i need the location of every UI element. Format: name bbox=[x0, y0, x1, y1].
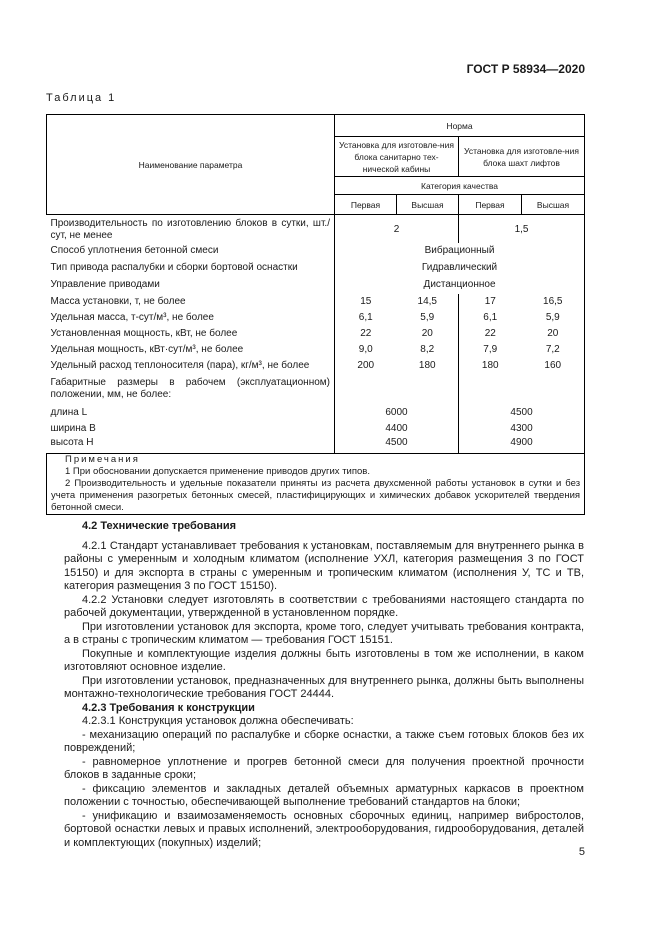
row-value: 22 bbox=[335, 326, 397, 342]
row-name: высота H bbox=[47, 437, 335, 454]
table-row bbox=[47, 260, 585, 277]
row-value: 15 bbox=[335, 294, 397, 310]
header-quality-first-2: Первая bbox=[459, 195, 522, 215]
table-row bbox=[47, 294, 585, 310]
header-norm: Норма bbox=[335, 115, 585, 137]
table-row bbox=[47, 405, 585, 421]
table-row bbox=[47, 437, 585, 454]
row-value: 16,5 bbox=[522, 294, 585, 310]
row-value: 5,9 bbox=[522, 310, 585, 326]
header-quality-highest-1: Высшая bbox=[397, 195, 459, 215]
row-value: 17 bbox=[459, 294, 522, 310]
row-value: Вибрационный bbox=[335, 243, 585, 260]
paragraph-4-2-2: 4.2.2 Установки следует изготовлять в соответствии с требованиями настоящего стандарта по рабочей документации, утвержденной в установленном порядке. bbox=[64, 593, 584, 619]
row-value: 8,2 bbox=[420, 343, 435, 355]
table-row bbox=[47, 326, 585, 342]
paragraph-domestic: При изготовлении установок, предназначенных для внутреннего рынка, должны быть выполнены монтажно-технологические требования ГОСТ 24444. bbox=[64, 674, 584, 700]
table-row bbox=[47, 342, 585, 358]
row-value: Гидравлический bbox=[335, 260, 585, 277]
paragraph-parts: Покупные и комплектующие изделия должны быть изготовлены в том же исполнении, в каком изготовляют основное изделие. bbox=[64, 647, 584, 673]
row-name: Масса установки, т, не более bbox=[50, 295, 186, 307]
table-row bbox=[47, 421, 585, 437]
row-name: Установленная мощность, кВт, не более bbox=[50, 327, 238, 339]
table-row bbox=[47, 243, 585, 260]
row-name: ширина B bbox=[50, 422, 96, 434]
row-value: 4300 bbox=[459, 421, 585, 437]
page-number: 5 bbox=[578, 846, 585, 858]
table-notes bbox=[47, 454, 585, 515]
table-row bbox=[47, 358, 585, 374]
row-value: 1,5 bbox=[459, 215, 585, 243]
row-value: 4500 bbox=[335, 437, 459, 454]
header-quality-first-1: Первая bbox=[335, 195, 397, 215]
row-value: 6,1 bbox=[459, 310, 522, 326]
row-value: 5,9 bbox=[420, 311, 435, 323]
bullet-3: - фиксацию элементов и закладных деталей объемных арматурных каркасов в проектном положении с точностью, обеспечивающей выполнение требований стандартов на блоки; bbox=[64, 782, 584, 808]
bullet-4: - унификацию и взаимозаменяемость основных сборочных единиц, например вибростолов, бортовой оснастки левых и правых исполнений, электрооборудования, гидрооборудования, деталей и комплектующих (покупных) изделий; bbox=[64, 809, 584, 849]
header-group-lift: Установка для изготовле-ния блока шахт лифтов bbox=[459, 137, 585, 177]
section-4-2 bbox=[64, 520, 584, 850]
row-name: длина L bbox=[50, 406, 88, 418]
row-value: 200 bbox=[335, 358, 397, 374]
row-value: 6,1 bbox=[335, 310, 397, 326]
row-value: 4500 bbox=[459, 405, 585, 421]
row-value: 20 bbox=[421, 327, 433, 339]
row-name: Тип привода распалубки и сборки бортовой оснастки bbox=[50, 262, 298, 273]
heading-4-2-3: 4.2.3 Требования к конструкции bbox=[82, 701, 255, 714]
header-quality-category: Категория качества bbox=[335, 177, 585, 195]
row-value: 180 bbox=[459, 358, 522, 374]
note-1: 1 При обосновании допускается применение приводов других типов. bbox=[65, 466, 370, 477]
header-quality-highest-2: Высшая bbox=[522, 195, 585, 215]
table-row bbox=[47, 277, 585, 294]
notes-title: Примечания bbox=[65, 454, 140, 465]
row-name: Способ уплотнения бетонной смеси bbox=[50, 245, 219, 256]
row-name: Удельная мощность, кВт·сут/м³, не более bbox=[50, 343, 244, 355]
row-value: 7,2 bbox=[522, 342, 585, 358]
paragraph-export: При изготовлении установок для экспорта, кроме того, следует учитывать требования контракта, а в страны с тропическим климатом — требования ГОСТ 15151. bbox=[64, 620, 584, 646]
header-parameter-name: Наименование параметра bbox=[47, 115, 335, 215]
row-value: 22 bbox=[459, 326, 522, 342]
table-row bbox=[47, 310, 585, 326]
row-value: 2 bbox=[335, 215, 459, 243]
row-value: 180 bbox=[418, 359, 436, 371]
paragraph-4-2-1: 4.2.1 Стандарт устанавливает требования к установкам, поставляемым для внутреннего рынка в районы с умеренным и холодным климатом (исполнение УХЛ, категория размещения 3 по ГОСТ 15150) и для экспорта в страны с умеренным и тропическим климатом (исполнения У, ТС и ТВ, категория размещения 3 по ГОСТ 15150). bbox=[64, 539, 584, 592]
table-row bbox=[47, 215, 585, 243]
paragraph-4-2-3-1: 4.2.3.1 Конструкция установок должна обеспечивать: bbox=[82, 715, 354, 727]
row-value: 7,9 bbox=[459, 342, 522, 358]
row-value: 14,5 bbox=[417, 295, 437, 307]
standard-number: ГОСТ Р 58934—2020 bbox=[466, 62, 585, 76]
row-value: 4400 bbox=[335, 421, 459, 437]
row-value: 9,0 bbox=[335, 342, 397, 358]
table-row bbox=[47, 374, 585, 405]
parameters-table bbox=[46, 114, 585, 515]
header-group-sanitary: Установка для изготовле-ния блока санитарно тех-нической кабины bbox=[335, 137, 459, 177]
bullet-1: - механизацию операций по распалубке и сборке оснастки, а также съем готовых блоков без их повреждений; bbox=[64, 728, 584, 754]
heading-4-2: 4.2 Технические требования bbox=[82, 520, 237, 532]
row-value: 4900 bbox=[459, 437, 585, 454]
row-value: 20 bbox=[522, 326, 585, 342]
row-value: 6000 bbox=[335, 405, 459, 421]
row-name: Габаритные размеры в рабочем (эксплуатационном) положении, мм, не более: bbox=[50, 377, 330, 400]
row-value: Дистанционное bbox=[335, 277, 585, 294]
row-name: Удельный расход теплоносителя (пара), кг/м³, не более bbox=[50, 359, 310, 371]
note-2: 2 Производительность и удельные показатели приняты из расчета двухсменной работы установок в сутки и без учета применения разогретых бетонных смесей, пластифицирующих и химических добавок ускорителей твердения бетонной смеси. bbox=[51, 478, 581, 513]
row-name: Управление приводами bbox=[50, 279, 160, 290]
row-value: 160 bbox=[522, 358, 585, 374]
table-caption: Таблица 1 bbox=[46, 92, 117, 104]
bullet-2: - равномерное уплотнение и прогрев бетонной смеси для получения проектной прочности блоков в заданные сроки; bbox=[64, 755, 584, 781]
row-name: Производительность по изготовлению блоков в сутки, шт./сут, не менее bbox=[50, 217, 330, 241]
row-name: Удельная масса, т-сут/м³, не более bbox=[50, 311, 214, 323]
